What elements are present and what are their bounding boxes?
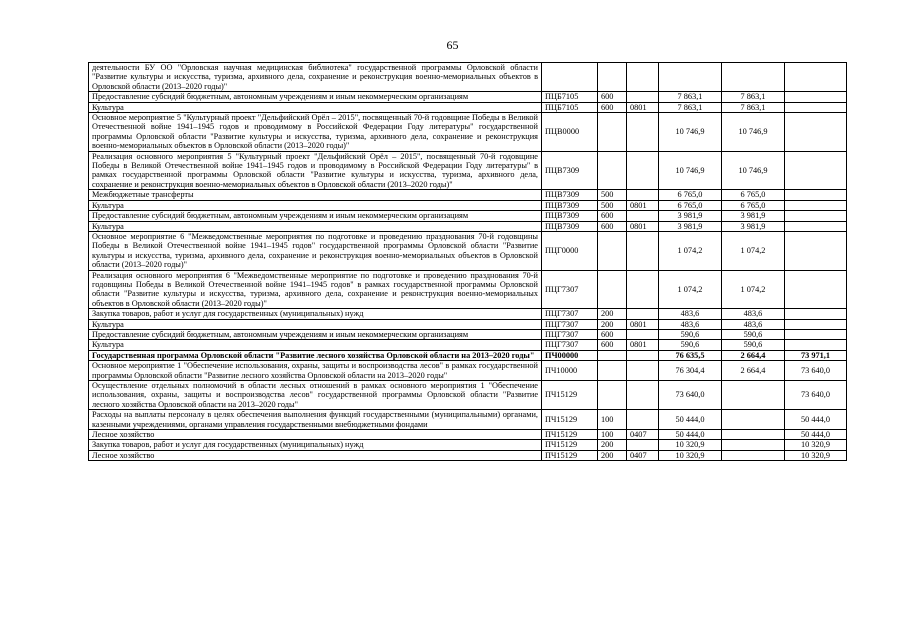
- row-amount-regional: 10 320,9: [785, 450, 847, 460]
- table-row: [89, 190, 847, 200]
- row-target-code: ПЦВ7309: [542, 151, 598, 190]
- row-section-code: [627, 440, 659, 450]
- row-amount-federal: [722, 410, 785, 430]
- row-amount-federal: [722, 381, 785, 410]
- row-section-code: [627, 361, 659, 381]
- table-row: [89, 270, 847, 309]
- row-amount-total: 590,6: [659, 340, 722, 350]
- row-section-code: [627, 63, 659, 92]
- row-amount-federal: 483,6: [722, 319, 785, 329]
- row-description: Культура: [89, 102, 542, 112]
- table-row: [89, 92, 847, 102]
- table-row: [89, 340, 847, 350]
- table-row: [89, 410, 847, 430]
- row-target-code: ПЧ15129: [542, 381, 598, 410]
- row-amount-federal: [722, 63, 785, 92]
- row-section-code: [627, 381, 659, 410]
- page-number: 65: [446, 38, 459, 52]
- row-expense-type: 600: [598, 211, 627, 221]
- row-description: Закупка товаров, работ и услуг для государственных (муниципальных) нужд: [89, 309, 542, 319]
- row-amount-regional: [785, 200, 847, 210]
- row-amount-regional: [785, 221, 847, 231]
- row-description: Культура: [89, 340, 542, 350]
- row-amount-federal: 6 765,0: [722, 190, 785, 200]
- row-target-code: ПЧ15129: [542, 410, 598, 430]
- row-amount-regional: [785, 211, 847, 221]
- row-target-code: ПЦВ7309: [542, 211, 598, 221]
- row-description: Реализация основного мероприятия 5 "Культурный проект "Дельфийский Орёл – 2015", посвященный 70-й годовщине Победы в Великой Отечественной войне 1941–1945 годов и проводимому в Российской Федерации Году литературы" в рамках государственной программы Орловской области "Развитие культуры и искусства, туризма, архивного дела, сохранение и реконструкция военно-мемориальных объектов в Орловской области (2013–2020 годы)": [89, 151, 542, 190]
- row-section-code: [627, 92, 659, 102]
- row-amount-total: 10 320,9: [659, 450, 722, 460]
- row-expense-type: 600: [598, 102, 627, 112]
- row-target-code: ПЦВ0000: [542, 113, 598, 152]
- table-row: [89, 440, 847, 450]
- table-row: [89, 63, 847, 92]
- row-expense-type: [598, 231, 627, 270]
- row-amount-total: 7 863,1: [659, 102, 722, 112]
- row-section-code: [627, 350, 659, 360]
- row-expense-type: 600: [598, 92, 627, 102]
- row-amount-total: 10 746,9: [659, 113, 722, 152]
- row-target-code: ПЧ15129: [542, 450, 598, 460]
- row-target-code: ПЦГ7307: [542, 340, 598, 350]
- row-target-code: ПЧ00000: [542, 350, 598, 360]
- row-amount-federal: 590,6: [722, 340, 785, 350]
- table-row: [89, 200, 847, 210]
- row-target-code: ПЦБ7105: [542, 92, 598, 102]
- row-expense-type: 500: [598, 190, 627, 200]
- row-amount-total: [659, 63, 722, 92]
- row-description: Лесное хозяйство: [89, 430, 542, 440]
- row-expense-type: 200: [598, 450, 627, 460]
- row-amount-total: 483,6: [659, 319, 722, 329]
- row-expense-type: [598, 270, 627, 309]
- row-target-code: ПЧ15129: [542, 430, 598, 440]
- row-amount-total: 6 765,0: [659, 190, 722, 200]
- row-expense-type: [598, 151, 627, 190]
- row-amount-regional: 50 444,0: [785, 410, 847, 430]
- row-amount-regional: 73 640,0: [785, 381, 847, 410]
- row-expense-type: 600: [598, 340, 627, 350]
- row-target-code: [542, 63, 598, 92]
- row-expense-type: 200: [598, 309, 627, 319]
- row-expense-type: [598, 63, 627, 92]
- row-amount-federal: 483,6: [722, 309, 785, 319]
- row-description: Государственная программа Орловской области "Развитие лесного хозяйства Орловской области на 2013–2020 годы": [89, 350, 542, 360]
- table-row: [89, 231, 847, 270]
- row-target-code: ПЦГ7307: [542, 270, 598, 309]
- row-section-code: [627, 190, 659, 200]
- row-amount-total: 590,6: [659, 329, 722, 339]
- row-amount-total: 10 746,9: [659, 151, 722, 190]
- row-amount-federal: 1 074,2: [722, 231, 785, 270]
- row-amount-regional: 73 971,1: [785, 350, 847, 360]
- row-expense-type: 600: [598, 221, 627, 231]
- row-amount-regional: [785, 340, 847, 350]
- row-amount-regional: [785, 92, 847, 102]
- row-expense-type: [598, 113, 627, 152]
- row-description: Культура: [89, 319, 542, 329]
- row-section-code: 0407: [627, 450, 659, 460]
- row-section-code: [627, 270, 659, 309]
- row-amount-federal: 10 746,9: [722, 151, 785, 190]
- row-target-code: ПЦВ7309: [542, 190, 598, 200]
- row-target-code: ПЦВ7309: [542, 200, 598, 210]
- row-expense-type: 100: [598, 430, 627, 440]
- row-description: Осуществление отдельных полномочий в области лесных отношений в рамках основного мероприятия 1 "Обеспечение использования, охраны, защиты и воспроизводства лесов" государственной программы Орловской области "Развитие лесного хозяйства Орловской области на 2013–2020 годы": [89, 381, 542, 410]
- row-amount-federal: 2 664,4: [722, 350, 785, 360]
- row-expense-type: 200: [598, 440, 627, 450]
- row-amount-regional: [785, 151, 847, 190]
- row-description: Основное мероприятие 6 "Межведомственные мероприятия по подготовке и проведению празднования 70-й годовщины Победы в Великой Отечественной войне 1941–1945 годов" государственной программы Орловской области "Развитие культуры и искусства, туризма, архивного дела, сохранение и реконструкция военно-мемориальных объектов в Орловской области (2013–2020 годы)": [89, 231, 542, 270]
- row-amount-regional: 73 640,0: [785, 361, 847, 381]
- row-target-code: ПЦВ7309: [542, 221, 598, 231]
- row-section-code: 0801: [627, 200, 659, 210]
- row-amount-regional: 10 320,9: [785, 440, 847, 450]
- row-amount-federal: 7 863,1: [722, 92, 785, 102]
- row-amount-total: 76 304,4: [659, 361, 722, 381]
- row-section-code: 0801: [627, 319, 659, 329]
- row-amount-total: 7 863,1: [659, 92, 722, 102]
- row-section-code: 0801: [627, 340, 659, 350]
- row-section-code: [627, 410, 659, 430]
- row-amount-federal: 6 765,0: [722, 200, 785, 210]
- row-amount-regional: [785, 63, 847, 92]
- row-section-code: 0801: [627, 102, 659, 112]
- row-amount-regional: [785, 329, 847, 339]
- row-amount-federal: 10 746,9: [722, 113, 785, 152]
- row-expense-type: 200: [598, 319, 627, 329]
- row-target-code: ПЦГ7307: [542, 319, 598, 329]
- row-expense-type: 500: [598, 200, 627, 210]
- table-row: [89, 113, 847, 152]
- table-row: [89, 361, 847, 381]
- row-target-code: ПЦБ7105: [542, 102, 598, 112]
- row-amount-total: 3 981,9: [659, 211, 722, 221]
- row-amount-total: 73 640,0: [659, 381, 722, 410]
- row-description: Межбюджетные трансферты: [89, 190, 542, 200]
- table-row: [89, 151, 847, 190]
- row-amount-federal: [722, 430, 785, 440]
- row-amount-total: 6 765,0: [659, 200, 722, 210]
- row-description: Предоставление субсидий бюджетным, автономным учреждениям и иным некоммерческим организациям: [89, 92, 542, 102]
- table-row: [89, 430, 847, 440]
- row-amount-federal: 1 074,2: [722, 270, 785, 309]
- row-description: Культура: [89, 200, 542, 210]
- row-amount-regional: [785, 113, 847, 152]
- row-amount-regional: 50 444,0: [785, 430, 847, 440]
- table-row: [89, 221, 847, 231]
- row-section-code: [627, 231, 659, 270]
- table-row: [89, 211, 847, 221]
- row-amount-federal: 3 981,9: [722, 221, 785, 231]
- row-amount-federal: 3 981,9: [722, 211, 785, 221]
- row-amount-total: 50 444,0: [659, 430, 722, 440]
- row-target-code: ПЧ10000: [542, 361, 598, 381]
- table-row: [89, 450, 847, 460]
- row-expense-type: [598, 381, 627, 410]
- row-amount-federal: [722, 450, 785, 460]
- row-target-code: ПЦГ7307: [542, 309, 598, 319]
- table-row: [89, 309, 847, 319]
- row-amount-total: 76 635,5: [659, 350, 722, 360]
- row-amount-regional: [785, 319, 847, 329]
- row-amount-federal: 590,6: [722, 329, 785, 339]
- table-row: [89, 350, 847, 360]
- row-expense-type: [598, 361, 627, 381]
- row-amount-regional: [785, 190, 847, 200]
- row-section-code: 0407: [627, 430, 659, 440]
- row-section-code: [627, 329, 659, 339]
- row-amount-regional: [785, 231, 847, 270]
- row-amount-total: 1 074,2: [659, 270, 722, 309]
- row-section-code: [627, 151, 659, 190]
- row-target-code: ПЦГ7307: [542, 329, 598, 339]
- row-description: Реализация основного мероприятия 6 "Межведомственные мероприятие по подготовке и проведению празднования 70-й годовщины Победы в Великой Отечественной войне 1941–1945 годов" в рамках государственной программы Орловской области "Развитие культуры и искусства, туризма, архивного дела, сохранение и реконструкция военно-мемориальных объектов в Орловской области (2013–2020 годы)": [89, 270, 542, 309]
- row-amount-total: 1 074,2: [659, 231, 722, 270]
- row-expense-type: 100: [598, 410, 627, 430]
- row-section-code: [627, 309, 659, 319]
- row-amount-total: 483,6: [659, 309, 722, 319]
- table-row: [89, 319, 847, 329]
- row-amount-federal: 2 664,4: [722, 361, 785, 381]
- row-section-code: 0801: [627, 221, 659, 231]
- row-description: Культура: [89, 221, 542, 231]
- row-expense-type: [598, 350, 627, 360]
- row-description: Основное мероприятие 5 "Культурный проект "Дельфийский Орёл – 2015", посвященный 70-й годовщине Победы в Великой Отечественной войне 1941–1945 годов и проводимому в Российской Федерации Году литературы" государственной программы Орловской области "Развитие культуры и искусства, туризма, архивного дела, сохранение и реконструкция военно-мемориальных объектов в Орловской области (2013–2020 годы)": [89, 113, 542, 152]
- row-amount-federal: [722, 440, 785, 450]
- row-description: Закупка товаров, работ и услуг для государственных (муниципальных) нужд: [89, 440, 542, 450]
- table-row: [89, 381, 847, 410]
- row-description: Основное мероприятие 1 "Обеспечение использования, охраны, защиты и воспроизводства лесов" в рамках государственной программы Орловской области "Развитие лесного хозяйства Орловской области на 2013–2020 годы": [89, 361, 542, 381]
- row-section-code: [627, 211, 659, 221]
- row-description: Расходы на выплаты персоналу в целях обеспечения выполнения функций государственными (муниципальными) органами, казенными учреждениями, органами управления государственными внебюджетными фондами: [89, 410, 542, 430]
- row-description: Предоставление субсидий бюджетным, автономным учреждениям и иным некоммерческим организациям: [89, 329, 542, 339]
- row-target-code: ПЧ15129: [542, 440, 598, 450]
- row-amount-federal: 7 863,1: [722, 102, 785, 112]
- row-amount-total: 3 981,9: [659, 221, 722, 231]
- row-section-code: [627, 113, 659, 152]
- row-amount-regional: [785, 270, 847, 309]
- table-body: [89, 63, 847, 461]
- table-row: [89, 102, 847, 112]
- row-description: деятельности БУ ОО "Орловская научная медицинская библиотека" государственной программы Орловской области "Развитие культуры и искусства, туризма, архивного дела, сохранение и реконструкция военно-мемориальных объектов в Орловской области (2013–2020 годы)": [89, 63, 542, 92]
- row-amount-regional: [785, 309, 847, 319]
- table-row: [89, 329, 847, 339]
- row-amount-total: 10 320,9: [659, 440, 722, 450]
- row-amount-regional: [785, 102, 847, 112]
- row-target-code: ПЦГ0000: [542, 231, 598, 270]
- row-expense-type: 600: [598, 329, 627, 339]
- row-amount-total: 50 444,0: [659, 410, 722, 430]
- budget-table: [88, 62, 847, 461]
- row-description: Предоставление субсидий бюджетным, автономным учреждениям и иным некоммерческим организациям: [89, 211, 542, 221]
- row-description: Лесное хозяйство: [89, 450, 542, 460]
